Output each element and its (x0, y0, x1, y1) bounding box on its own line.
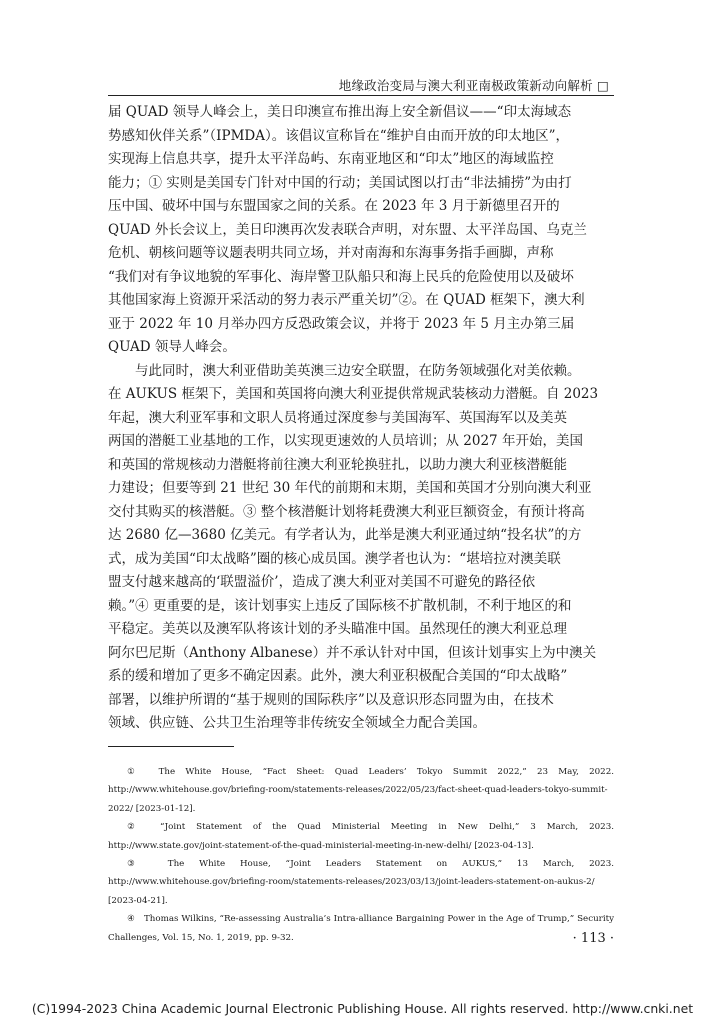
running-title: 地缘政治变局与澳大利亚南极政策新动向解析 (338, 78, 593, 93)
footnote-2: ② “Joint Statement of the Quad Ministerial Meeting in New Delhi,” 3 March, 2023. http://www.state.gov/joint-statement-of-the-quad-ministerial-meeting-in-new-delhi/ [2023-04-13]. (108, 822, 614, 851)
copyright-watermark: (C)1994-2023 China Academic Journal Electronic Publishing House. All rights reserved. http://www.cnki.net (31, 1001, 694, 1016)
running-header (339, 76, 609, 94)
paragraph-aukus: 与此同时，澳大利亚借助美英澳三边安全联盟，在防务领域强化对美依赖。 在 AUKUS 框架下，美国和英国将向澳大利亚提供常规武装核动力潜艇。自 2023 年起，澳大利亚军事和文职人员将通过深度参与美国海军、英国海军以及美英 两国的潜艇工业基地的工作，以实现更速效的人员培训；从 2027 年开始，美国 和英国的常规核动力潜艇将前往澳大利亚轮换驻扎，以助力澳大利亚核潜艇能 力建设；但要等到 21 世纪 30 年代的前期和末期，美国和英国才分别向澳大利亚 交付其购买的核潜艇。③ 整个核潜艇计划将耗费澳大利亚巨额资金，有预计将高 达 2680 亿—3680 亿美元。有学者认为，此举是澳大利亚通过纳“投名状”的方 式，成为美国“印太战略”圈的核心成员国。澳学者也认为：“堪培拉对澳美联 盟支付越来越高的‘联盟溢价’，造成了澳大利亚对美国不可避免的路径依 赖。”④ 更重要的是，该计划事实上违反了国际核不扩散机制，不利于地区的和 平稳定。美英以及澳军队将该计划的矛头瞄准中国。虽然现任的澳大利亚总理 阿尔巴尼斯（Anthony Albanese）并不承认针对中国，但该计划事实上为中澳关 系的缓和增加了更多不确定因素。此外，澳大利亚积极配合美国的“印太战略” 部署，以维护所谓的“基于规则的国际秩序”以及意识形态同盟为由，在技术 领域、供应链、公共卫生治理等非传统安全领域全力配合美国。 (108, 362, 599, 731)
box-icon: □ (596, 78, 609, 93)
footnote-4: ④ Thomas Wilkins, “Re-assessing Australia’s Intra-alliance Bargaining Power in the Age of Trump,” Security Challenges, Vol. 15, No. 1, 2019, pp. 9-32. (108, 914, 614, 943)
page-number: · 113 · (572, 931, 614, 946)
footnote-3: ③ The White House, “Joint Leaders Statement on AUKUS,” 13 March, 2023. http://www.whitehouse.gov/briefing-room/statements-releases/2023/03/13/joint-leaders-statement-on-aukus-2/ [2023-04-21]. (108, 859, 614, 906)
header-rule (108, 95, 614, 96)
body-text (108, 101, 614, 736)
footnote-rule (108, 746, 234, 747)
footnotes (108, 763, 614, 947)
paragraph-quad-summit: 届 QUAD 领导人峰会上，美日印澳宣布推出海上安全新倡议——“印太海域态 势感知伙伴关系”（IPMDA）。该倡议宣称旨在“维护自由而开放的印太地区”， 实现海上信息共享，提升太平洋岛屿、东南亚地区和“印太”地区的海域监控 能力；① 实则是美国专门针对中国的行动；美国试图以打击“非法捕捞”为由打 压中国、破坏中国与东盟国家之间的关系。在 2023 年 3 月于新德里召开的 QUAD 外长会议上，美日印澳再次发表联合声明，对东盟、太平洋岛国、乌克兰 危机、朝核问题等议题表明共同立场，并对南海和东海事务指手画脚，声称 “我们对有争议地貌的军事化、海岸警卫队船只和海上民兵的危险使用以及破坏 其他国家海上资源开采活动的努力表示严重关切”②。在 QUAD 框架下，澳大利 亚于 2022 年 10 月举办四方反恐政策会议，并将于 2023 年 5 月主办第三届 QUAD 领导人峰会。 (108, 104, 587, 355)
footnote-1: ① The White House, “Fact Sheet: Quad Leaders’ Tokyo Summit 2022,” 23 May, 2022. http://www.whitehouse.gov/briefing-room/statements-releases/2022/05/23/fact-sheet-quad-leaders-tokyo-summit-2022/ [2023-01-12]. (108, 767, 614, 814)
